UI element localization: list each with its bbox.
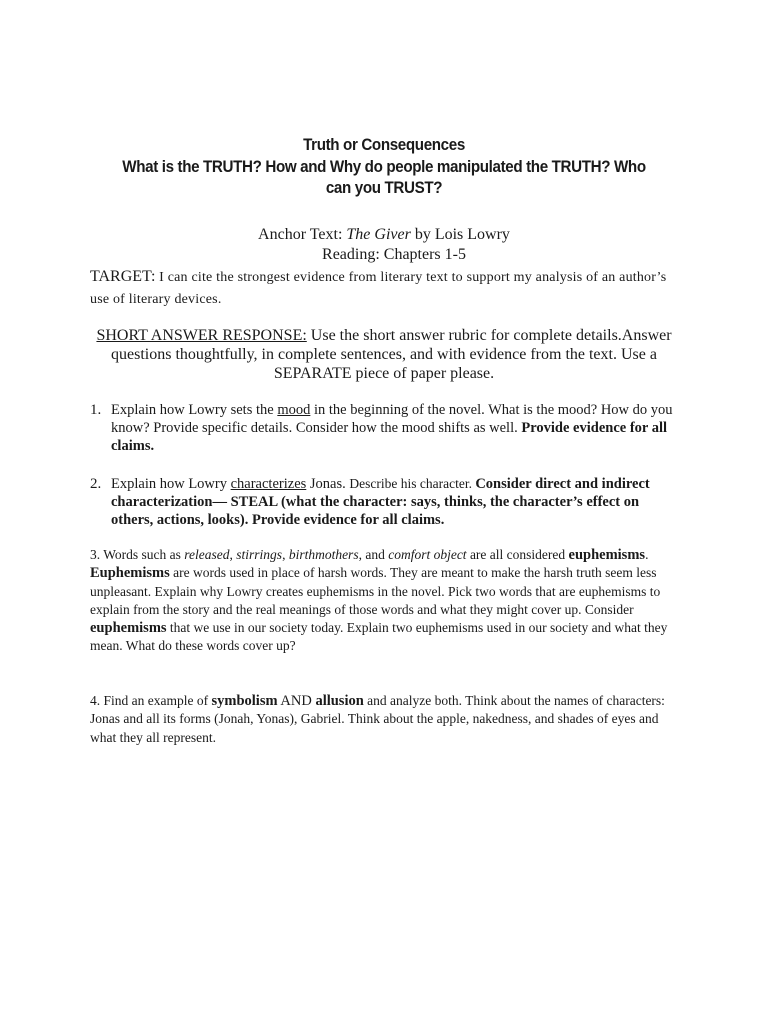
q4-bold-allusion: allusion <box>315 693 364 709</box>
anchor-prefix: Anchor Text: <box>258 226 347 243</box>
short-answer-text: Use the short answer rubric for complete details.Answer questions thoughtfully, in complete sentences, and with evidence from the text. Use a SEPARATE piece of paper please. <box>111 327 672 382</box>
anchor-author: by Lois Lowry <box>410 226 510 243</box>
page-subtitle: What is the TRUTH? How and Why do people manipulated the TRUTH? Who can you TRUST? <box>122 158 646 197</box>
q1-bold-instruction: Provide evidence for all claims. <box>111 420 668 454</box>
question-4 <box>90 692 680 747</box>
q2-part-a: Explain how Lowry <box>111 476 231 492</box>
q1-part-b: in the beginning of the novel. What is the mood? How do you know? Provide specific details. Consider how the mood shifts as well. <box>111 402 673 436</box>
question-3 <box>90 546 680 656</box>
q1-part-a: Explain how Lowry sets the <box>111 402 278 418</box>
question-4-number: 4. <box>90 693 101 708</box>
q4-part-b: AND <box>277 693 316 709</box>
question-1-text <box>111 401 680 455</box>
reading-line: Reading: Chapters 1-5 <box>322 246 466 263</box>
q3-part-b: are all considered <box>466 547 569 562</box>
question-2-text <box>111 475 680 529</box>
q3-bold-euphemisms-2: Euphemisms <box>90 565 170 582</box>
anchor-book-title: The Giver <box>346 226 411 243</box>
q3-sep-1: , <box>229 547 237 562</box>
q3-part-c: . <box>645 547 649 562</box>
q3-sep-2: , <box>282 547 289 562</box>
q3-part-a: Words such as <box>100 547 185 562</box>
q3-term-released: released <box>184 547 230 562</box>
short-answer-instructions <box>92 326 676 383</box>
question-2 <box>90 475 680 529</box>
target-statement <box>90 266 678 310</box>
q4-part-a: Find an example of <box>100 693 212 708</box>
q4-bold-symbolism: symbolism <box>211 693 278 709</box>
question-1-number: 1. <box>90 402 102 418</box>
question-2-number: 2. <box>90 476 102 492</box>
q2-part-b: Jonas. <box>306 476 350 492</box>
short-answer-label: SHORT ANSWER RESPONSE: <box>96 327 307 344</box>
q3-sep-3: , and <box>358 547 389 562</box>
page-title: Truth or Consequences <box>303 136 465 154</box>
q3-term-stirrings: stirrings <box>236 547 283 562</box>
question-1 <box>90 401 680 455</box>
q2-part-c: Describe his character. <box>349 476 476 491</box>
q3-bold-euphemisms-1: euphemisms <box>568 547 646 563</box>
q3-term-comfort-object: comfort object <box>388 547 467 562</box>
q4-part-c: and analyze both. Think about the names of characters: Jonas and all its forms (Jonah, Yonas), Gabriel. Think about the apple, nakedness, and shades of eyes and what they all represent. <box>90 693 665 745</box>
anchor-text-line <box>90 225 678 245</box>
q2-bold-instruction: Consider direct and indirect characterization— STEAL (what the character: says, thinks, the character’s effect on others, actions, looks). Provide evidence for all claims. <box>111 476 650 528</box>
q3-part-e: that we use in our society today. Explain two euphemisms used in our society and what they mean. What do these words cover up? <box>90 620 668 654</box>
q1-underlined-term: mood <box>277 402 311 418</box>
target-label: TARGET: <box>90 268 156 285</box>
q3-term-birthmothers: birthmothers <box>288 547 359 562</box>
question-3-number: 3. <box>90 547 101 562</box>
q3-bold-euphemisms-3: euphemisms <box>90 620 167 637</box>
q3-part-d: are words used in place of harsh words. They are meant to make the harsh truth seem less unpleasant. Explain why Lowry creates euphemisms in the novel. Pick two words that are euphemisms to explain from the story and the real meanings of those words and what they might cover up. Consider <box>90 565 661 617</box>
q2-underlined-term: characterizes <box>230 476 307 492</box>
target-text: I can cite the strongest evidence from literary text to support my analysis of an author’s use of literary devices. <box>90 270 667 307</box>
